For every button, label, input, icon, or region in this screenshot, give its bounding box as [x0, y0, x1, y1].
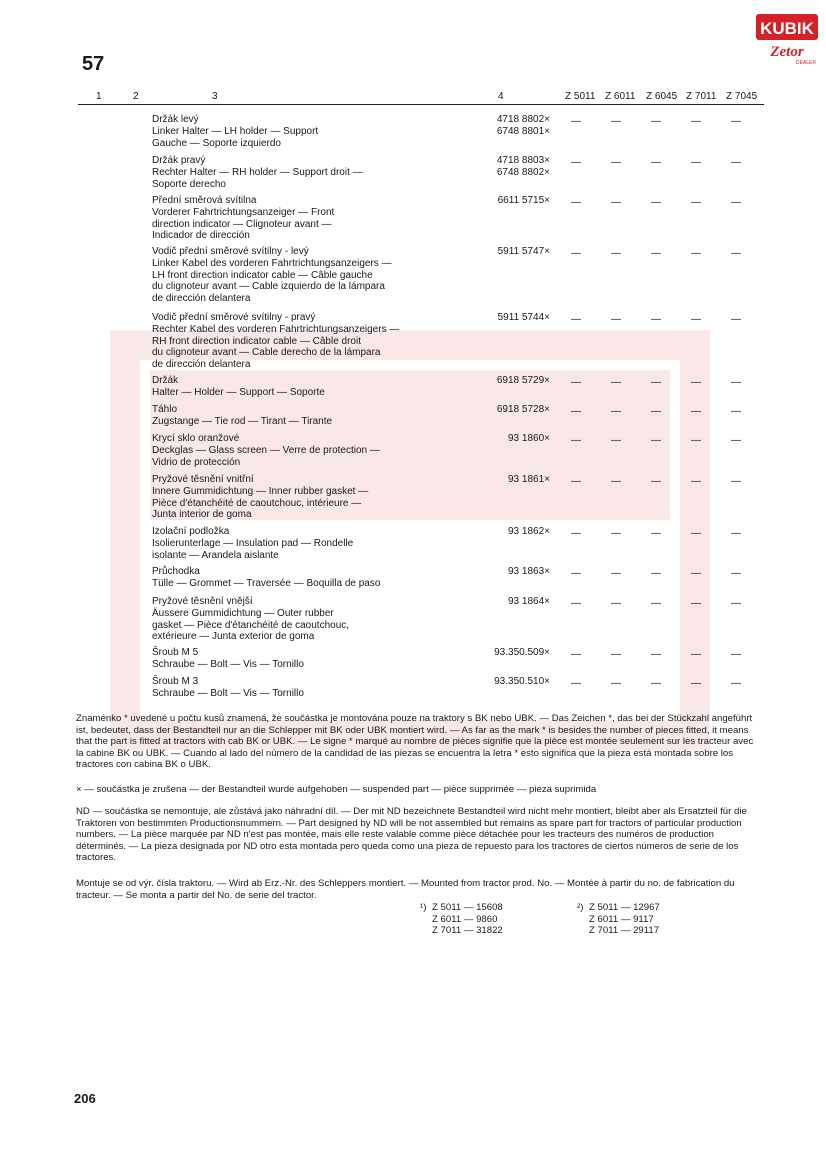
- description-line: Innere Gummidichtung — Inner rubber gasket —: [152, 485, 369, 497]
- part-number: [470, 312, 550, 324]
- part-number-line: 6748 8801×: [496, 125, 550, 137]
- model-quantity-mark: —: [611, 314, 621, 325]
- description-line: RH front direction indicator cable — Câble droit: [152, 335, 361, 347]
- description-line: Gauche — Soporte izquierdo: [152, 137, 281, 149]
- notes-block: [76, 806, 760, 864]
- model-quantity-mark: —: [611, 528, 621, 539]
- model-quantity-mark: —: [691, 435, 701, 446]
- note-cross: × — součástka je zrušena — der Bestandteil wurde aufgehoben — suspended part — pièce supprimée — pieza suprimida: [76, 784, 597, 795]
- note-nd: ND — součástka se nemontuje, ale zůstává jako náhradní díl. — Der mit ND bezeichnete Bestandteil wird nicht mehr montiert, bleibt aber als Ersatzteil für die Traktoren von bestimmten Productionsnummern. — Part designed by ND will be not assembled but remains as spare part for tractors of particular production numbers. — La pièce marquée par ND n'est pas montée, mais elle reste valable comme pièce détachée pour les tracteurs des numéros de production déterminés. — La pieza designada por ND otro esta montada pero queda como una pieza de repuesto para los tractores de ciertos números de serie de los tractores.: [76, 806, 747, 864]
- footnote-line: Z 7011 — 31822: [432, 925, 503, 937]
- part-number-line: 6748 8802×: [496, 166, 550, 178]
- footnote-mark: ¹): [420, 902, 427, 913]
- description-line: Soporte derecho: [152, 178, 226, 190]
- part-description: [152, 114, 482, 149]
- model-quantity-mark: —: [611, 598, 621, 609]
- model-quantity-mark: —: [731, 649, 741, 660]
- model-quantity-mark: —: [691, 476, 701, 487]
- part-number: [470, 433, 550, 445]
- footnote-lines: [589, 902, 660, 937]
- note-asterisk: Znaménko * uvedené u počtu kusů znamená, že součástka je montována pouze na traktory s BK nebo UBK. — Das Zeichen *, das bei der Stückzahl angeführt ist, bedeutet, dass der Bestandteil nur an die Schlepper mit BK oder UBK montiert wird. — As far as the mark * is besides the number of pieces fitted, it means that the part is fitted at tractors with cab BK or UBK. — Le signe * marqué au nombre de pièces signifie que la pièce est montée seulement sur les tracteur avec la cabine BK ou UBK. — Cuando al lado del número de la candidad de las piezas se encuentra la letra * esto significa que la pieza está montada sobre los tractores con cabina BK o UBK.: [76, 713, 754, 771]
- part-number: [470, 404, 550, 416]
- part-description: [152, 647, 482, 671]
- model-quantity-mark: —: [611, 377, 621, 388]
- model-quantity-mark: —: [731, 248, 741, 259]
- part-number: [470, 155, 550, 179]
- model-quantity-mark: —: [571, 598, 581, 609]
- model-quantity-mark: —: [691, 406, 701, 417]
- model-quantity-mark: —: [571, 435, 581, 446]
- description-line: Zugstange — Tie rod — Tirant — Tirante: [152, 415, 333, 427]
- part-number: [470, 596, 550, 608]
- model-quantity-mark: —: [611, 476, 621, 487]
- col-header-model: Z 6045: [646, 91, 678, 102]
- description-line: isolante — Arandela aislante: [152, 549, 279, 561]
- page-number: 206: [74, 1091, 96, 1106]
- description-line: du clignoteur avant — Cable izquierdo de la lámpara: [152, 281, 385, 293]
- description-line: de dirección delantera: [152, 293, 251, 305]
- description-line: Rechter Kabel des vorderen Fahrtrichtungsanzeigers —: [152, 323, 400, 335]
- description-line: Indicador de dirección: [152, 230, 250, 242]
- part-description: [152, 676, 482, 700]
- part-description: [152, 433, 482, 468]
- model-quantity-mark: —: [651, 476, 661, 487]
- model-quantity-mark: —: [691, 197, 701, 208]
- model-quantity-mark: —: [731, 314, 741, 325]
- part-number-line: 93 1860×: [508, 433, 550, 444]
- model-quantity-mark: —: [651, 435, 661, 446]
- footnote-mark: ²): [577, 902, 584, 913]
- model-quantity-mark: —: [611, 678, 621, 689]
- part-number: [470, 526, 550, 538]
- description-line: Äussere Gummidichtung — Outer rubber: [152, 607, 334, 619]
- description-line: Junta interior de goma: [152, 509, 252, 521]
- description-line: Pryžové těsnění vnitřní: [152, 474, 254, 485]
- part-number-line: 5911 5744×: [497, 312, 550, 323]
- part-description: [152, 155, 482, 190]
- description-line: Táhlo: [152, 404, 178, 415]
- description-line: Izolační podložka: [152, 526, 230, 537]
- description-line: Schraube — Bolt — Vis — Tornillo: [152, 687, 304, 699]
- description-line: Vorderer Fahrtrichtungsanzeiger — Front: [152, 206, 335, 218]
- col-header-model: Z 5011: [565, 91, 596, 102]
- header-rule: [78, 104, 764, 105]
- model-quantity-mark: —: [691, 248, 701, 259]
- model-quantity-mark: —: [571, 678, 581, 689]
- part-number: [470, 474, 550, 486]
- col-header-model: Z 7011: [686, 91, 717, 102]
- footnote-line: Z 5011 — 15608: [432, 902, 503, 913]
- description-line: Linker Kabel des vorderen Fahrtrichtungsanzeigers —: [152, 257, 392, 269]
- description-line: Tülle — Grommet — Traversée — Boquilla de paso: [152, 577, 381, 589]
- model-quantity-mark: —: [651, 197, 661, 208]
- model-quantity-mark: —: [611, 568, 621, 579]
- model-quantity-mark: —: [651, 649, 661, 660]
- description-line: Krycí sklo oranžové: [152, 433, 240, 444]
- part-number-line: 5911 5747×: [497, 246, 550, 257]
- part-number: [470, 195, 550, 207]
- model-quantity-mark: —: [651, 157, 661, 168]
- model-quantity-mark: —: [691, 377, 701, 388]
- model-quantity-mark: —: [731, 157, 741, 168]
- model-quantity-mark: —: [731, 435, 741, 446]
- part-number: [470, 114, 550, 138]
- model-quantity-mark: —: [611, 197, 621, 208]
- col-header-model: Z 6011: [605, 91, 636, 102]
- model-quantity-mark: —: [731, 476, 741, 487]
- model-quantity-mark: —: [731, 116, 741, 127]
- model-quantity-mark: —: [571, 377, 581, 388]
- col-header-2: 2: [133, 91, 139, 102]
- model-quantity-mark: —: [651, 528, 661, 539]
- part-description: [152, 474, 482, 521]
- notes-block: [76, 878, 760, 901]
- part-number-line: 6918 5729×: [496, 375, 550, 386]
- description-line: Pièce d'étanchéité de caoutchouc, intérieure —: [152, 497, 362, 509]
- description-line: du clignoteur avant — Cable derecho de la lámpara: [152, 347, 381, 359]
- footnote-line: Z 6011 — 9860: [432, 913, 498, 925]
- description-line: direction indicator — Clignoteur avant —: [152, 218, 332, 230]
- model-quantity-mark: —: [691, 157, 701, 168]
- footnote-line: Z 6011 — 9117: [589, 913, 654, 925]
- part-number: [470, 647, 550, 659]
- model-quantity-mark: —: [571, 528, 581, 539]
- figure-number: 57: [82, 53, 105, 75]
- model-quantity-mark: —: [651, 406, 661, 417]
- part-number: [470, 375, 550, 387]
- model-quantity-mark: —: [571, 406, 581, 417]
- description-line: Rechter Halter — RH holder — Support droit —: [152, 166, 363, 178]
- col-header-4: 4: [498, 91, 504, 102]
- part-number-line: 93.350.509×: [494, 647, 550, 658]
- description-line: Vodič přední směrové svítilny - levý: [152, 246, 309, 257]
- description-line: extérieure — Junta exterior de goma: [152, 631, 315, 643]
- part-number-line: 4718 8803×: [496, 155, 550, 166]
- svg-text:DEALER: DEALER: [795, 60, 817, 66]
- model-quantity-mark: —: [691, 598, 701, 609]
- description-line: Vodič přední směrové svítilny - pravý: [152, 312, 316, 323]
- model-quantity-mark: —: [731, 406, 741, 417]
- part-number: [470, 246, 550, 258]
- model-quantity-mark: —: [691, 528, 701, 539]
- footnote-line: Z 5011 — 12967: [589, 902, 660, 913]
- model-quantity-mark: —: [731, 528, 741, 539]
- description-line: Linker Halter — LH holder — Support: [152, 125, 319, 137]
- part-number-line: 6611 5715×: [497, 195, 550, 206]
- model-quantity-mark: —: [611, 649, 621, 660]
- part-number-line: 93 1864×: [508, 596, 550, 607]
- footnote-2: [577, 902, 660, 937]
- part-number: [470, 676, 550, 688]
- part-number-line: 93.350.510×: [494, 676, 550, 687]
- model-quantity-mark: —: [731, 377, 741, 388]
- col-header-1: 1: [96, 91, 102, 102]
- col-header-3: 3: [212, 91, 218, 102]
- description-line: de dirección delantera: [152, 359, 251, 371]
- svg-text:KUBIK: KUBIK: [760, 19, 814, 38]
- footnote-line: Z 7011 — 29117: [589, 925, 660, 937]
- model-quantity-mark: —: [651, 116, 661, 127]
- description-line: Vidrio de protección: [152, 456, 241, 468]
- model-quantity-mark: —: [691, 649, 701, 660]
- part-description: [152, 246, 482, 305]
- part-description: [152, 404, 482, 428]
- model-quantity-mark: —: [611, 435, 621, 446]
- notes-block: [76, 713, 760, 771]
- model-quantity-mark: —: [571, 116, 581, 127]
- footnote-1: [420, 902, 503, 937]
- model-quantity-mark: —: [691, 568, 701, 579]
- model-quantity-mark: —: [691, 678, 701, 689]
- model-quantity-mark: —: [691, 116, 701, 127]
- part-number-line: 6918 5728×: [496, 404, 550, 415]
- notes-block: [76, 784, 760, 796]
- footnote-lines: [432, 902, 503, 937]
- kubik-zetor-logo: [756, 14, 818, 66]
- model-quantity-mark: —: [571, 157, 581, 168]
- col-header-model: Z 7045: [726, 91, 758, 102]
- model-quantity-mark: —: [651, 377, 661, 388]
- description-line: Přední směrová svítilna: [152, 195, 257, 206]
- description-line: Držák levý: [152, 114, 199, 125]
- model-quantity-mark: —: [691, 314, 701, 325]
- model-quantity-mark: —: [611, 116, 621, 127]
- description-line: LH front direction indicator cable — Câble gauche: [152, 269, 373, 281]
- model-quantity-mark: —: [571, 476, 581, 487]
- description-line: Držák pravý: [152, 155, 206, 166]
- svg-text:Zetor: Zetor: [770, 44, 804, 60]
- part-description: [152, 375, 482, 399]
- description-line: Halter — Holder — Support — Soporte: [152, 386, 325, 398]
- model-quantity-mark: —: [571, 649, 581, 660]
- model-quantity-mark: —: [611, 406, 621, 417]
- model-quantity-mark: —: [571, 248, 581, 259]
- part-number-line: 4718 8802×: [496, 114, 550, 125]
- description-line: gasket — Pièce d'étanchéité de caoutchouc,: [152, 619, 350, 631]
- model-quantity-mark: —: [731, 678, 741, 689]
- part-number-line: 93 1861×: [508, 474, 550, 485]
- part-description: [152, 566, 482, 590]
- model-quantity-mark: —: [731, 598, 741, 609]
- description-line: Deckglas — Glass screen — Verre de protection —: [152, 444, 380, 456]
- part-number-line: 93 1862×: [508, 526, 550, 537]
- model-quantity-mark: —: [731, 568, 741, 579]
- part-description: [152, 195, 482, 242]
- model-quantity-mark: —: [571, 197, 581, 208]
- description-line: Držák: [152, 375, 179, 386]
- table-header: [0, 91, 826, 105]
- model-quantity-mark: —: [731, 197, 741, 208]
- model-quantity-mark: —: [571, 568, 581, 579]
- part-number: [470, 566, 550, 578]
- model-quantity-mark: —: [571, 314, 581, 325]
- description-line: Šroub M 3: [152, 676, 199, 687]
- description-line: Isolierunterlage — Insulation pad — Rondelle: [152, 537, 354, 549]
- part-description: [152, 596, 482, 643]
- model-quantity-mark: —: [651, 314, 661, 325]
- model-quantity-mark: —: [611, 157, 621, 168]
- description-line: Průchodka: [152, 566, 200, 577]
- note-mounted: Montuje se od výr. čísla traktoru. — Wird ab Erz.-Nr. des Schleppers montiert. — Mounted from tractor prod. No. — Montée à partir du no. de fabrication du tracteur. — Se monta a partir del No. de serie del tractor.: [76, 878, 735, 901]
- model-quantity-mark: —: [651, 248, 661, 259]
- model-quantity-mark: —: [651, 598, 661, 609]
- model-quantity-mark: —: [651, 678, 661, 689]
- part-number-line: 93 1863×: [508, 566, 550, 577]
- description-line: Šroub M 5: [152, 647, 199, 658]
- description-line: Schraube — Bolt — Vis — Tornillo: [152, 658, 304, 670]
- model-quantity-mark: —: [651, 568, 661, 579]
- description-line: Pryžové těsnění vnější: [152, 596, 253, 607]
- model-quantity-mark: —: [611, 248, 621, 259]
- part-description: [152, 526, 482, 561]
- part-description: [152, 312, 482, 371]
